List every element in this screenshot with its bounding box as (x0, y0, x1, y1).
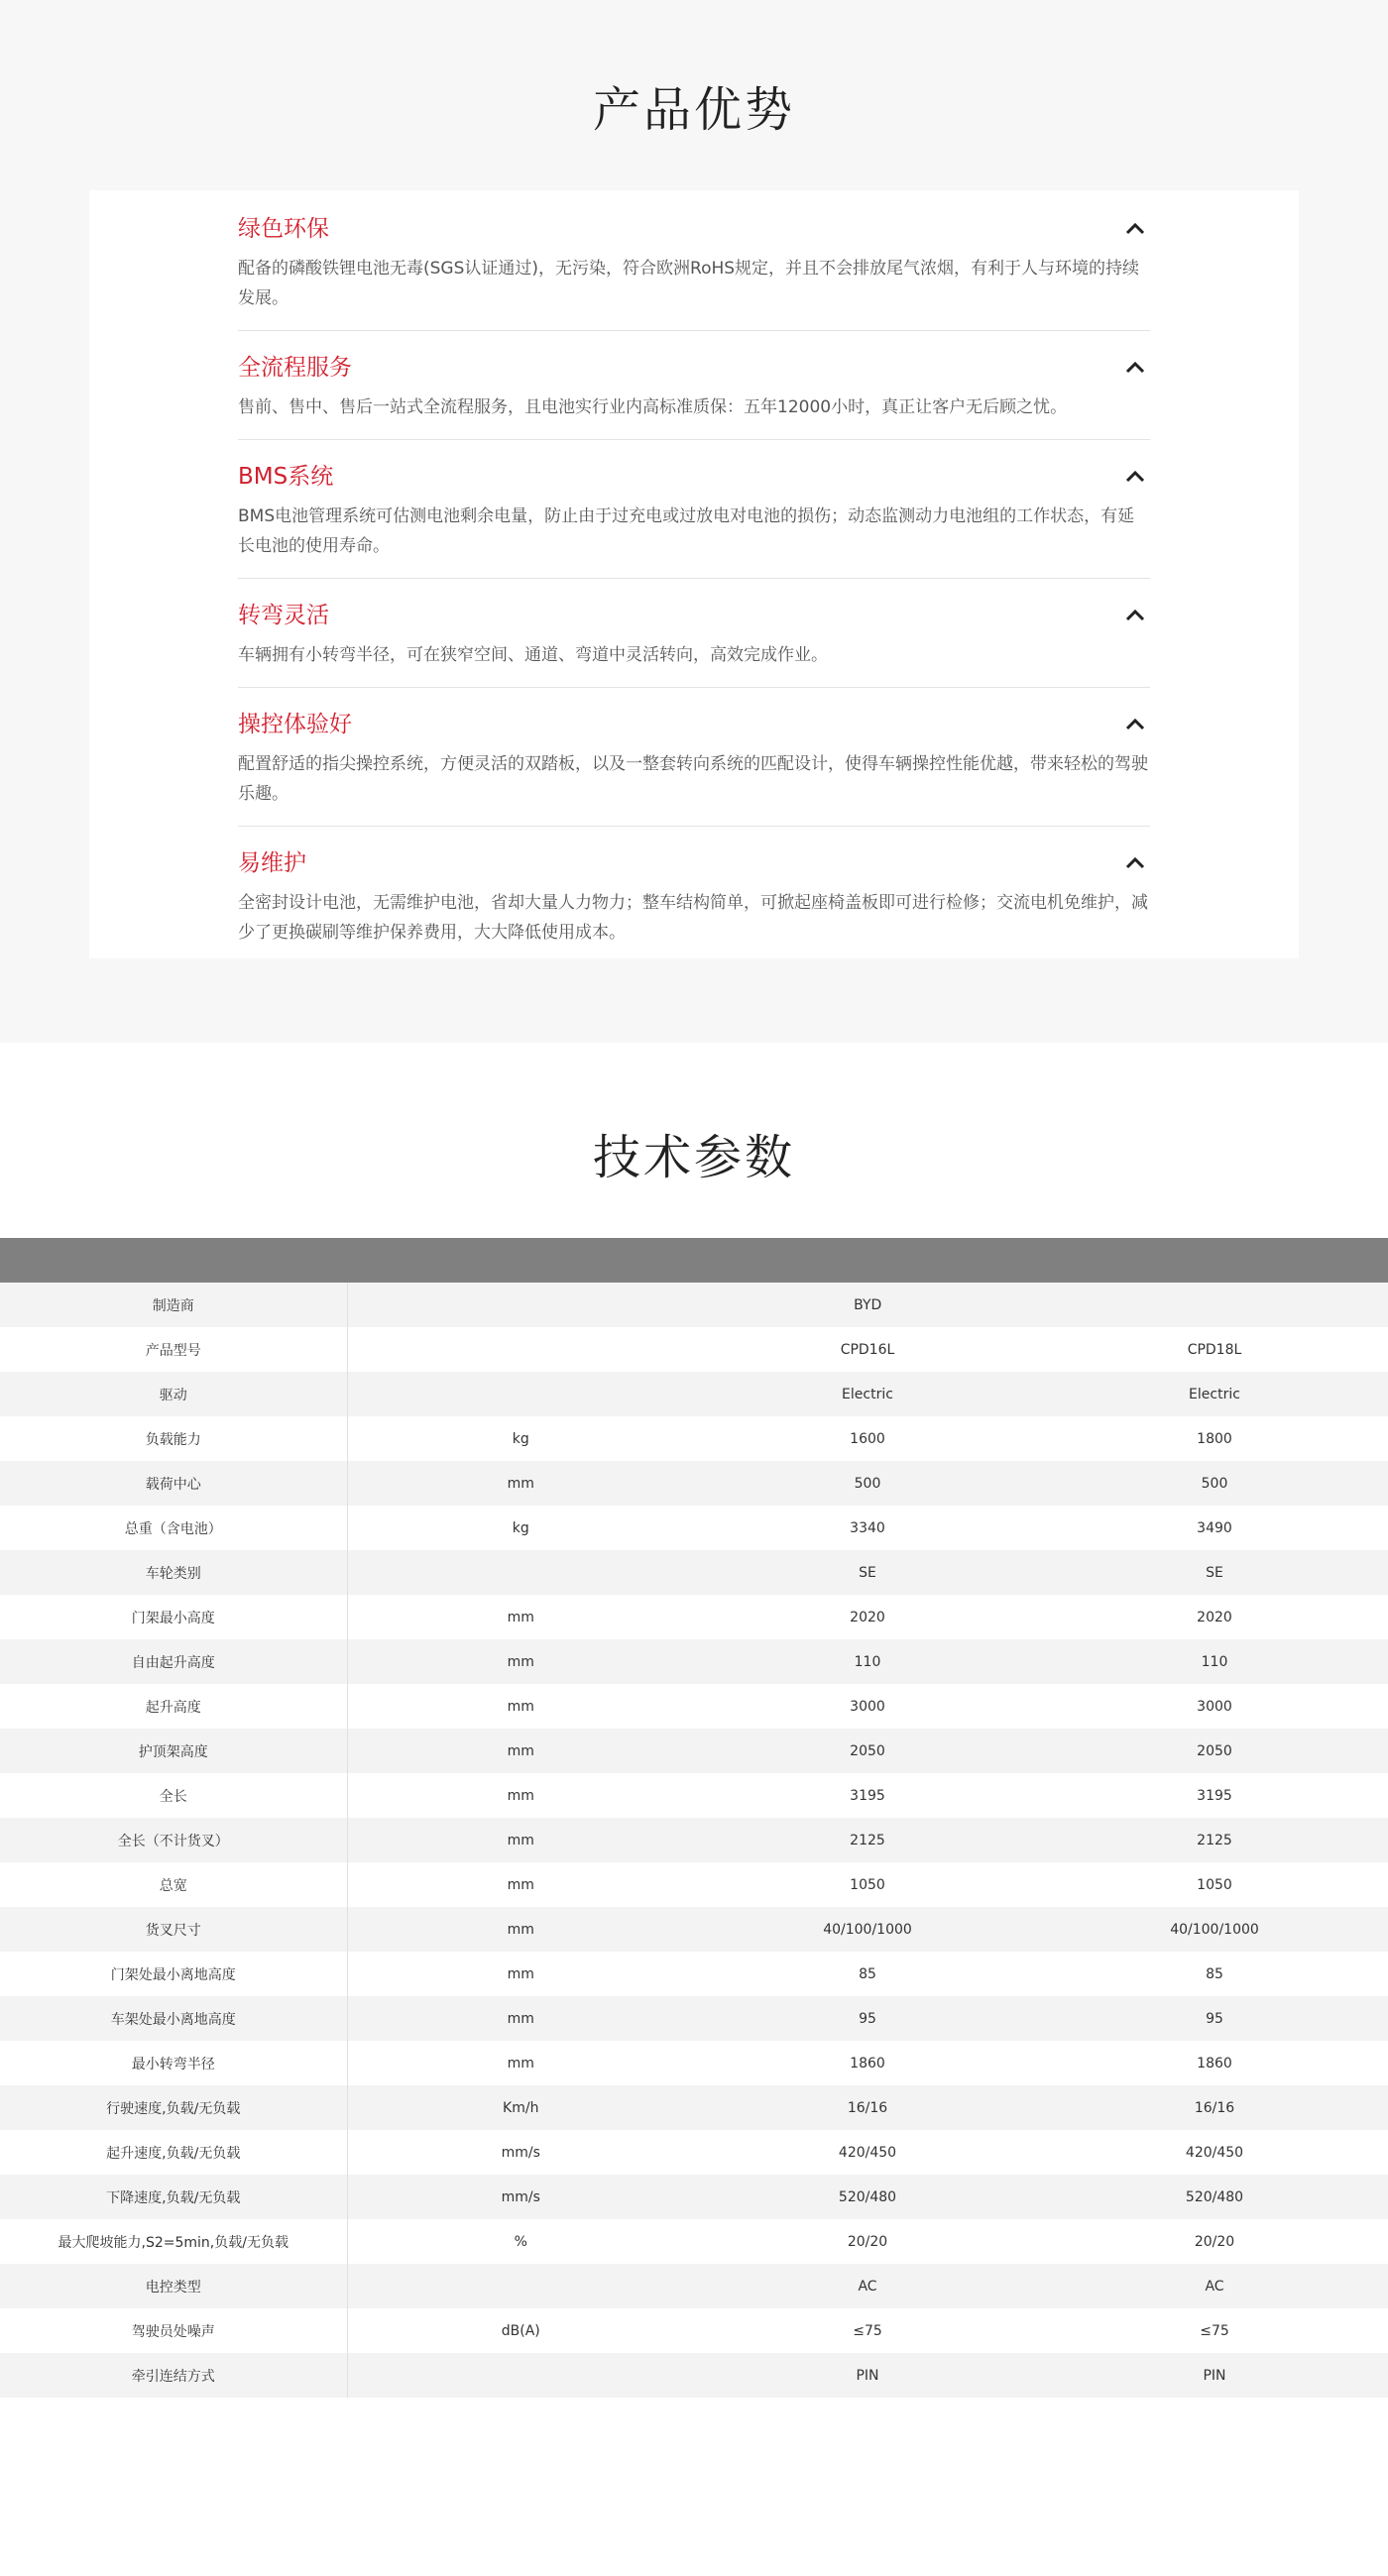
accordion-title[interactable]: 易维护 (238, 850, 306, 876)
accordion-header[interactable] (238, 708, 1150, 741)
spec-name-cell: 驱动 (0, 1372, 347, 1416)
chevron-up-icon[interactable] (1120, 601, 1150, 630)
spec-unit-cell: kg (512, 1519, 529, 1536)
spec-value-cpd16l: SE (859, 1564, 876, 1581)
accordion-title[interactable]: BMS系统 (238, 464, 334, 490)
spec-value-cpd18l: 2020 (1197, 1609, 1232, 1625)
spec-value-cpd18l: SE (1206, 1564, 1223, 1581)
spec-unit-cell: % (514, 2233, 527, 2250)
accordion-title[interactable]: 转弯灵活 (238, 603, 329, 628)
spec-unit-cell: mm (507, 1832, 534, 1848)
spec-name-cell: 全长（不计货叉） (0, 1818, 347, 1862)
spec-unit-cell: mm (507, 1876, 534, 1893)
advantages-section (0, 0, 1388, 1043)
accordion-title[interactable]: 绿色环保 (238, 216, 329, 242)
table-row (0, 2175, 1388, 2219)
spec-name-cell: 起升速度,负载/无负载 (0, 2130, 347, 2175)
table-row (0, 1773, 1388, 1818)
spec-manufacturer-value: BYD (854, 1296, 882, 1313)
spec-value-cpd16l: 110 (854, 1653, 881, 1670)
spec-name-cell: 总宽 (0, 1862, 347, 1907)
chevron-up-icon[interactable] (1120, 214, 1150, 244)
accordion-title[interactable]: 操控体验好 (238, 712, 352, 737)
spec-value-cpd18l: 1050 (1197, 1876, 1232, 1893)
spec-value-cpd16l: CPD16L (840, 1341, 895, 1358)
spec-value-cpd18l: 520/480 (1185, 2188, 1244, 2205)
table-row (0, 1372, 1388, 1416)
spec-value-cpd16l: AC (858, 2278, 877, 2295)
table-row (0, 1461, 1388, 1506)
spec-unit-cell: mm/s (501, 2144, 540, 2161)
spec-name-cell: 牵引连结方式 (0, 2353, 347, 2398)
spec-name-cell: 货叉尺寸 (0, 1907, 347, 1952)
spec-value-cpd16l: 520/480 (838, 2188, 897, 2205)
spec-unit-cell (347, 1372, 694, 1416)
spec-value-cpd16l: 1600 (850, 1430, 885, 1447)
accordion-body: 配备的磷酸铁锂电池无毒(SGS认证通过)，无污染，符合欧洲RoHS规定，并且不会排放尾气浓烟，有利于人与环境的持续发展。 (238, 259, 1140, 308)
accordion-item (238, 688, 1150, 827)
spec-unit-cell: mm (507, 1609, 534, 1625)
spec-unit-cell: mm (507, 1742, 534, 1759)
spec-value-cpd18l: 40/100/1000 (1170, 1921, 1259, 1938)
chevron-up-icon[interactable] (1120, 848, 1150, 878)
spec-value-cpd18l: 110 (1201, 1653, 1228, 1670)
spec-name-cell: 起升高度 (0, 1684, 347, 1729)
table-row (0, 1818, 1388, 1862)
spec-unit-cell: mm (507, 1921, 534, 1938)
table-row (0, 2264, 1388, 2308)
spec-unit-cell: mm (507, 1475, 534, 1492)
advantages-accordion (89, 190, 1299, 958)
spec-value-cpd16l: 3195 (850, 1787, 885, 1804)
spec-value-cpd16l: Electric (842, 1386, 893, 1402)
spec-unit-cell: mm (507, 2010, 534, 2027)
spec-name-cell: 门架最小高度 (0, 1595, 347, 1639)
table-row (0, 2085, 1388, 2130)
spec-value-cpd16l: 1860 (850, 2055, 885, 2072)
chevron-up-icon[interactable] (1120, 353, 1150, 383)
spec-unit-cell (347, 1550, 694, 1595)
spec-name-cell: 自由起升高度 (0, 1639, 347, 1684)
spec-unit-cell: mm (507, 1965, 534, 1982)
spec-value-cpd18l: 420/450 (1185, 2144, 1244, 2161)
spec-value-cpd18l: PIN (1203, 2367, 1226, 2384)
table-row (0, 1952, 1388, 1996)
spec-name-cell: 车架处最小离地高度 (0, 1996, 347, 2041)
spec-name-cell: 护顶架高度 (0, 1729, 347, 1773)
advantages-title: 产品优势 (592, 82, 795, 138)
spec-value-cpd18l: 20/20 (1194, 2233, 1235, 2250)
spec-value-cpd18l: 3195 (1197, 1787, 1232, 1804)
spec-name-cell: 行驶速度,负载/无负载 (0, 2085, 347, 2130)
spec-value-cpd16l: 20/20 (847, 2233, 888, 2250)
spec-name-cell: 最小转弯半径 (0, 2041, 347, 2085)
specs-title: 技术参数 (592, 1130, 795, 1185)
spec-value-cpd18l: 85 (1206, 1965, 1223, 1982)
accordion-body: BMS电池管理系统可估测电池剩余电量，防止由于过充电或过放电对电池的损伤；动态监测动力电池组的工作状态，有延长电池的使用寿命。 (238, 506, 1135, 556)
accordion-item (238, 440, 1150, 579)
spec-value-cpd16l: ≤75 (853, 2322, 882, 2339)
spec-name-cell: 电控类型 (0, 2264, 347, 2308)
spec-value-cpd16l: 95 (859, 2010, 876, 2027)
spec-value-cpd16l: 3000 (850, 1698, 885, 1715)
spec-value-cpd18l: 2050 (1197, 1742, 1232, 1759)
table-row (0, 1550, 1388, 1595)
table-row (0, 2308, 1388, 2353)
table-row (0, 2353, 1388, 2398)
accordion-header[interactable] (238, 599, 1150, 632)
spec-unit-cell (347, 1327, 694, 1372)
spec-name-cell: 全长 (0, 1773, 347, 1818)
table-row (0, 1862, 1388, 1907)
spec-value-cpd16l: 500 (854, 1475, 881, 1492)
table-row (0, 2219, 1388, 2264)
table-row (0, 1639, 1388, 1684)
spec-name-cell: 制造商 (0, 1283, 347, 1327)
spec-value-cpd16l: 420/450 (838, 2144, 897, 2161)
spec-value-cpd16l: 40/100/1000 (823, 1921, 912, 1938)
table-row (0, 1416, 1388, 1461)
spec-value-cpd18l: 1800 (1197, 1430, 1232, 1447)
spec-name-cell: 总重（含电池） (0, 1506, 347, 1550)
spec-unit-cell: mm (507, 1787, 534, 1804)
table-row (0, 1907, 1388, 1952)
accordion-body: 全密封设计电池，无需维护电池，省却大量人力物力；整车结构简单，可掀起座椅盖板即可进行检修；交流电机免维护，减少了更换碳刷等维护保养费用，大大降低使用成本。 (238, 893, 1148, 943)
spec-unit-cell: mm/s (501, 2188, 540, 2205)
spec-name-cell: 产品型号 (0, 1327, 347, 1372)
table-row (0, 2041, 1388, 2085)
table-row (0, 1684, 1388, 1729)
spec-value-cpd16l: 2125 (850, 1832, 885, 1848)
spec-value-cpd18l: 3000 (1197, 1698, 1232, 1715)
spec-name-cell: 载荷中心 (0, 1461, 347, 1506)
spec-unit-cell: mm (507, 2055, 534, 2072)
spec-value-cpd18l: 500 (1201, 1475, 1228, 1492)
spec-value-cpd18l: CPD18L (1187, 1341, 1242, 1358)
spec-value-cpd16l: 85 (859, 1965, 876, 1982)
spec-value-cpd18l: AC (1205, 2278, 1224, 2295)
accordion-header[interactable] (238, 460, 1150, 494)
accordion-body: 配置舒适的指尖操控系统，方便灵活的双踏板，以及一整套转向系统的匹配设计，使得车辆操控性能优越，带来轻松的驾驶乐趣。 (238, 754, 1148, 804)
spec-name-cell: 门架处最小离地高度 (0, 1952, 347, 1996)
accordion-item (238, 827, 1150, 964)
specs-table-header (0, 1238, 1388, 1283)
spec-value-cpd18l: 3490 (1197, 1519, 1232, 1536)
spec-value-cpd16l: 16/16 (847, 2099, 888, 2116)
spec-value-cpd18l: 2125 (1197, 1832, 1232, 1848)
spec-value-cpd16l: PIN (856, 2367, 879, 2384)
specs-section (0, 1043, 1388, 2576)
accordion-header[interactable] (238, 351, 1150, 385)
accordion-item (238, 190, 1150, 331)
chevron-up-icon[interactable] (1120, 462, 1150, 492)
specs-table (0, 1238, 1388, 2398)
accordion-title[interactable]: 全流程服务 (238, 355, 352, 381)
spec-value-cpd16l: 2020 (850, 1609, 885, 1625)
spec-unit-cell: kg (512, 1430, 529, 1447)
chevron-up-icon[interactable] (1120, 710, 1150, 739)
spec-value-cpd16l: 1050 (850, 1876, 885, 1893)
spec-value-cpd18l: 1860 (1197, 2055, 1232, 2072)
spec-value-cpd18l: Electric (1189, 1386, 1240, 1402)
spec-unit-cell: Km/h (503, 2099, 539, 2116)
table-row (0, 1996, 1388, 2041)
spec-name-cell: 下降速度,负载/无负载 (0, 2175, 347, 2219)
spec-value-cpd18l: 95 (1206, 2010, 1223, 2027)
table-row (0, 1595, 1388, 1639)
spec-value-cpd16l: 3340 (850, 1519, 885, 1536)
spec-unit-cell (347, 2264, 694, 2308)
spec-unit-cell (347, 2353, 694, 2398)
accordion-item (238, 331, 1150, 440)
spec-name-cell: 驾驶员处噪声 (0, 2308, 347, 2353)
spec-name-cell: 负载能力 (0, 1416, 347, 1461)
spec-value-cpd18l: ≤75 (1200, 2322, 1229, 2339)
spec-name-cell: 最大爬坡能力,S2=5min,负载/无负载 (0, 2219, 347, 2264)
accordion-header[interactable] (238, 846, 1150, 880)
accordion-item (238, 579, 1150, 688)
spec-name-cell: 车轮类别 (0, 1550, 347, 1595)
accordion-header[interactable] (238, 212, 1150, 246)
spec-value-cpd16l: 2050 (850, 1742, 885, 1759)
spec-unit-cell: mm (507, 1698, 534, 1715)
accordion-body: 售前、售中、售后一站式全流程服务，且电池实行业内高标准质保：五年12000小时，真正让客户无后顾之忧。 (238, 397, 1068, 417)
spec-unit-cell: dB(A) (501, 2322, 540, 2339)
accordion-body: 车辆拥有小转弯半径，可在狭窄空间、通道、弯道中灵活转向，高效完成作业。 (238, 645, 828, 665)
table-row-manufacturer (0, 1283, 1388, 1327)
spec-value-cpd18l: 16/16 (1194, 2099, 1235, 2116)
table-row (0, 1327, 1388, 1372)
table-row (0, 2130, 1388, 2175)
table-row (0, 1506, 1388, 1550)
spec-unit-cell: mm (507, 1653, 534, 1670)
table-row (0, 1729, 1388, 1773)
